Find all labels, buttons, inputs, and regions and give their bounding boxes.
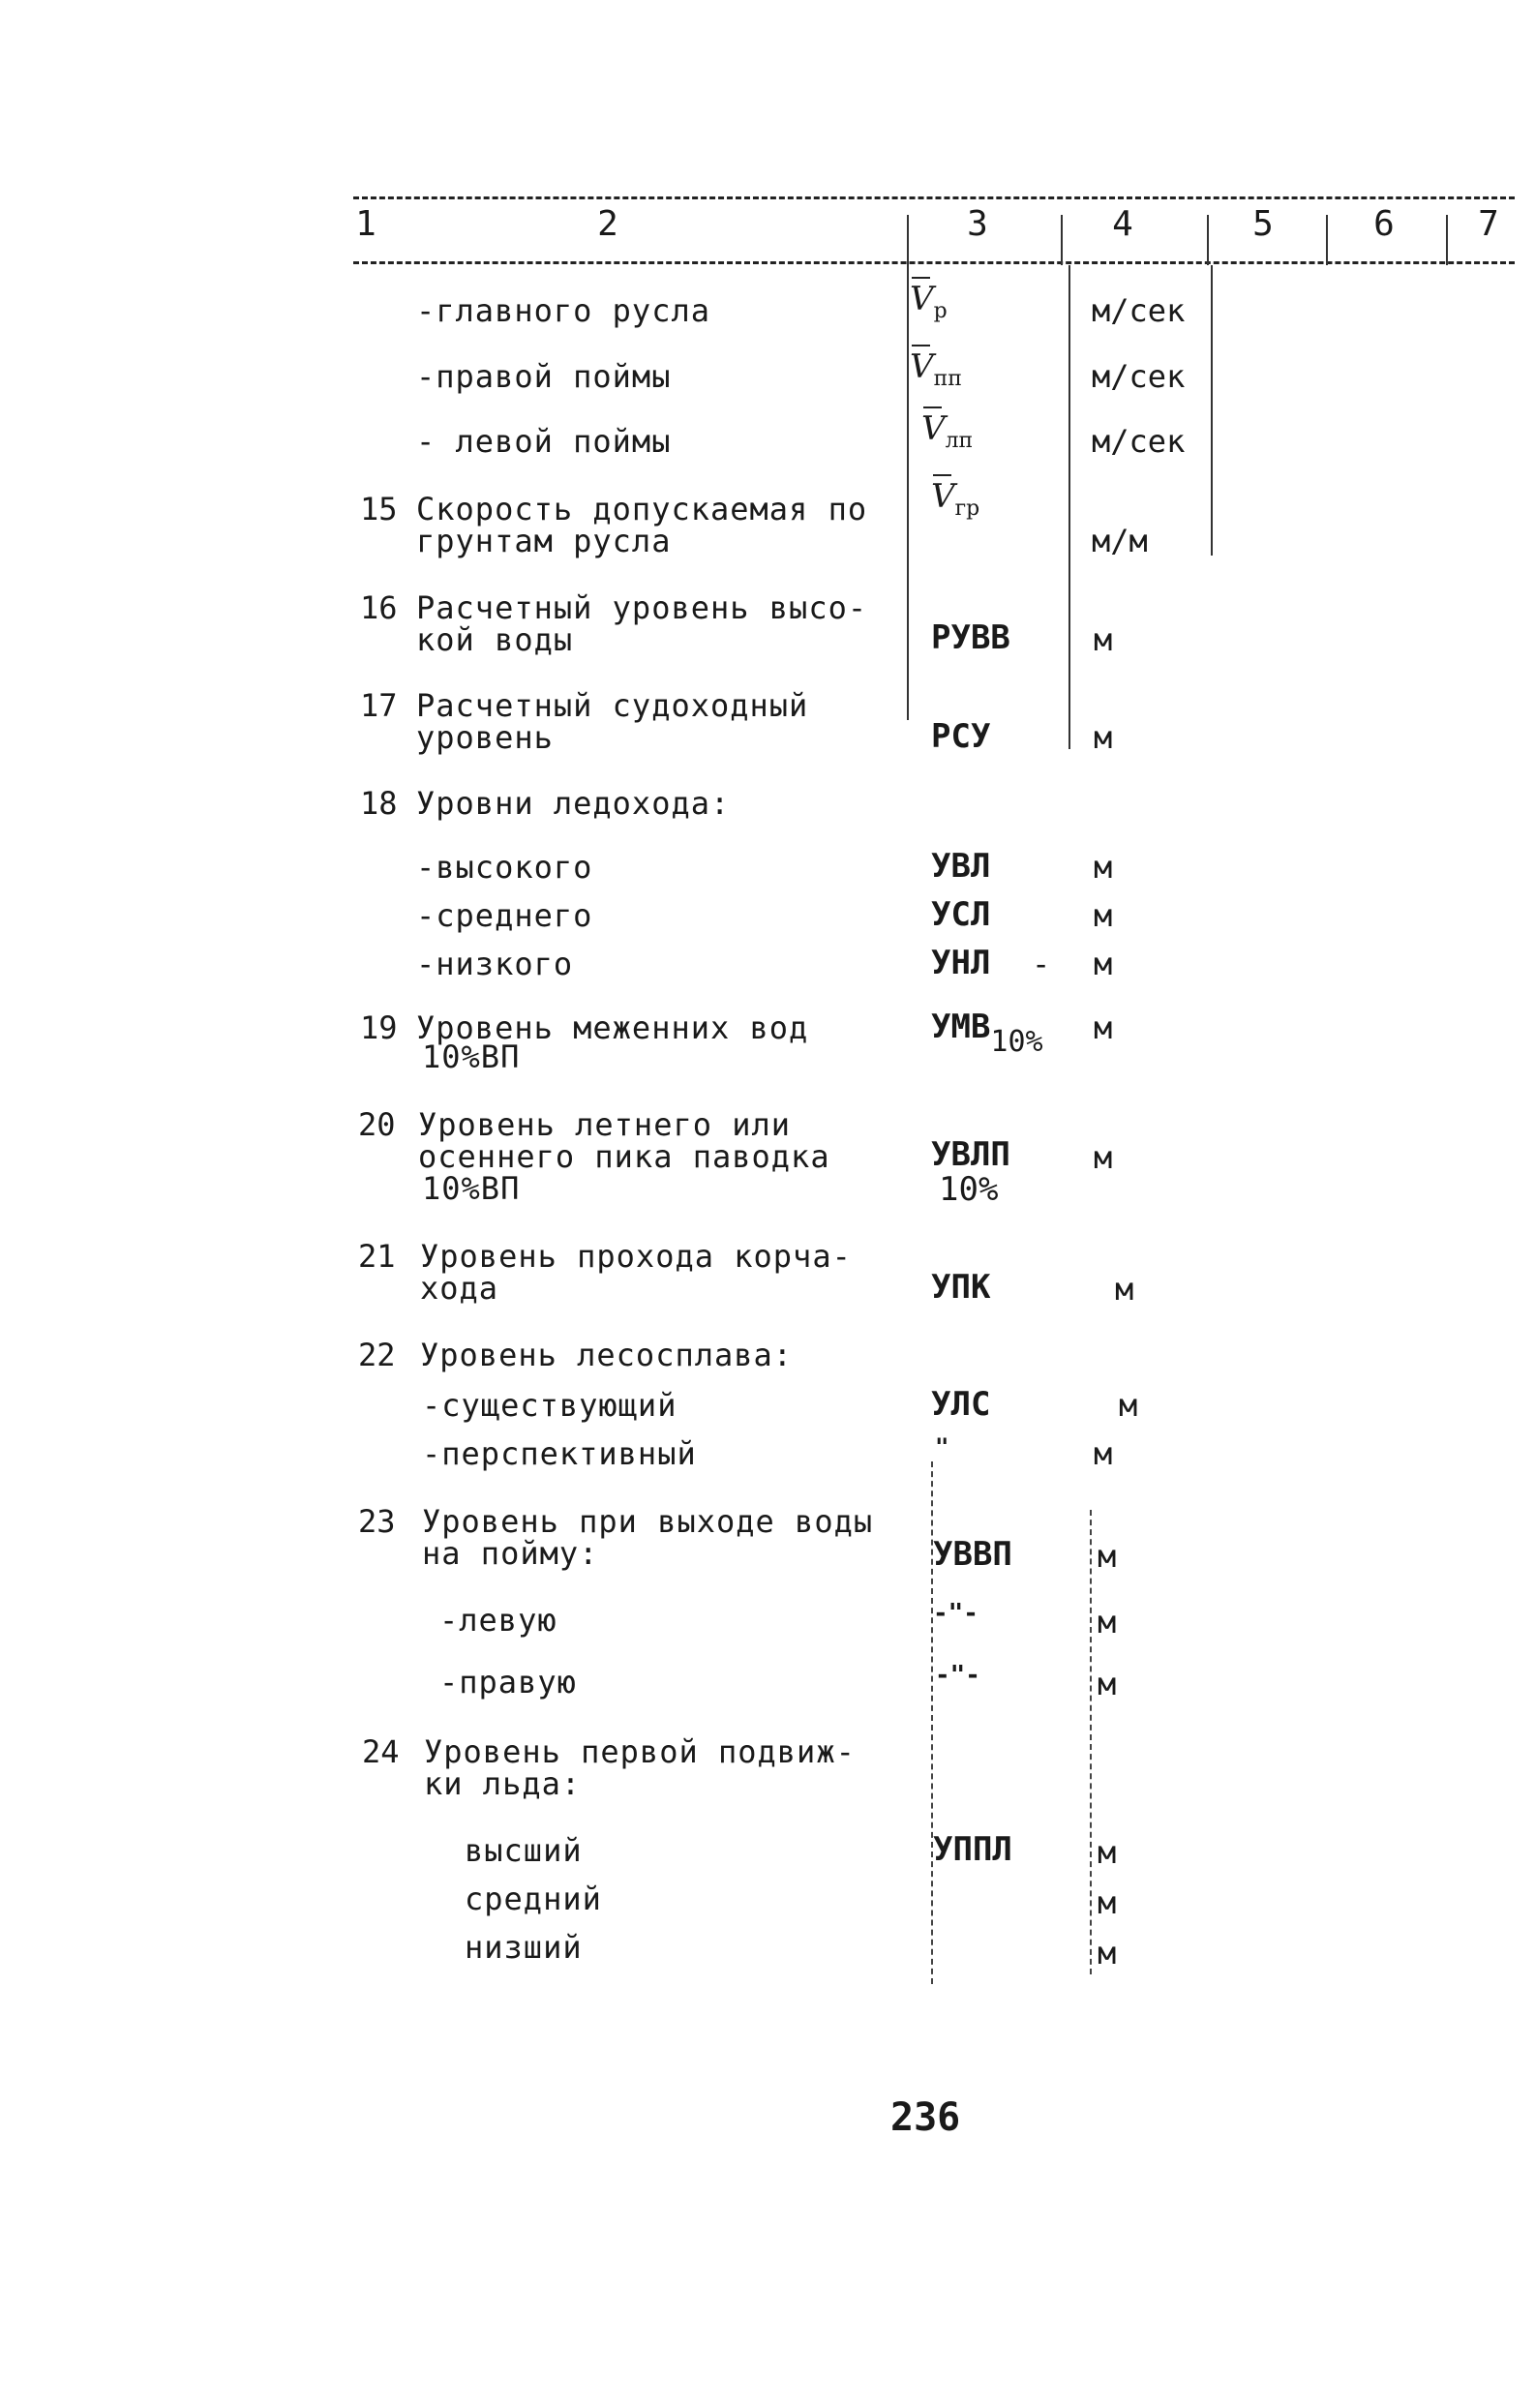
unit-row-21: м (1115, 1271, 1134, 1308)
row-text-existing-rafting: -существующий (422, 1387, 677, 1424)
row-16-line-1: Расчетный уровень высо- (416, 589, 868, 626)
symbol-row-21: УПК (931, 1268, 991, 1307)
header-sep-4-5 (1207, 215, 1209, 265)
row-number-18: 18 (360, 785, 398, 822)
unit-row-17: м (1094, 719, 1113, 756)
symbol-row-20-percent: 10% (939, 1170, 999, 1209)
row-number-24: 24 (362, 1733, 400, 1770)
row-19-line-2: 10%ВП (422, 1038, 521, 1075)
symbol-row-23: УВВП (933, 1535, 1012, 1574)
header-sep-5-6 (1326, 215, 1328, 265)
header-col-5: 5 (1252, 204, 1274, 244)
row-text-right-floodplain: -правой поймы (416, 358, 672, 395)
velocity-right-floodplain-symbol: $V_{пп}$ (910, 347, 962, 391)
row-15-line-1: Скорость допускаемая по (416, 491, 868, 527)
row-text-right-floodplain-exit: -правую (439, 1664, 577, 1701)
velocity-main-channel-symbol: $V_р$ (910, 280, 948, 323)
header-top-rule (353, 196, 1515, 199)
symbol-existing-rafting: УЛС (931, 1385, 991, 1424)
row-15-line-2: грунтам русла (416, 523, 672, 559)
symbol-row-20: УВЛП (931, 1135, 1010, 1174)
unit-highest-ice-move: м (1098, 1834, 1117, 1871)
ditto-left-floodplain-exit: -"- (933, 1599, 978, 1628)
row-text-main-channel: -главного русла (416, 292, 710, 329)
row-number-17: 17 (360, 687, 398, 724)
header-sep-3-4 (1061, 215, 1063, 265)
row-24-line-2: ки льда: (424, 1765, 582, 1802)
row-text-medium-ice-move: средний (465, 1881, 602, 1917)
body-line-col4-b (1090, 1510, 1092, 1974)
velocity-left-floodplain-symbol: $V_{лп}$ (921, 409, 974, 453)
row-21-line-1: Уровень прохода корча- (420, 1238, 852, 1275)
unit-high-ice: м (1094, 849, 1113, 886)
row-17-line-1: Расчетный судоходный (416, 687, 809, 724)
row-text-left-floodplain: - левой поймы (416, 423, 672, 460)
header-col-2: 2 (597, 204, 618, 244)
body-line-col4-a (1068, 265, 1070, 749)
ditto-right-floodplain-exit: -"- (935, 1661, 980, 1690)
row-number-19: 19 (360, 1009, 398, 1046)
unit-row-19: м (1094, 1009, 1113, 1046)
symbol-medium-ice: УСЛ (931, 895, 991, 934)
symbol-row-16: РУВВ (931, 618, 1010, 657)
row-text-highest-ice-move: высший (465, 1832, 583, 1869)
velocity-soil-symbol: $V_{гр}$ (931, 477, 980, 521)
unit-row-16: м (1094, 621, 1113, 658)
header-sep-6-7 (1446, 215, 1448, 265)
body-line-col5 (1211, 265, 1213, 556)
header-col-4: 4 (1112, 204, 1133, 244)
row-20-line-1: Уровень летнего или (418, 1106, 792, 1143)
unit-right-floodplain-exit: м (1098, 1666, 1117, 1702)
header-col-6: 6 (1373, 204, 1395, 244)
unit-row-20: м (1094, 1139, 1113, 1176)
row-number-20: 20 (358, 1106, 396, 1143)
header-col-7: 7 (1478, 204, 1499, 244)
row-text-lowest-ice-move: низший (465, 1929, 583, 1966)
unit-existing-rafting: м (1119, 1387, 1138, 1424)
unit-prospective-rafting: м (1094, 1435, 1113, 1472)
ditto-prospective-rafting: " (935, 1433, 949, 1460)
header-col-1: 1 (355, 204, 376, 244)
unit-lowest-ice-move: м (1098, 1935, 1117, 1972)
row-17-line-2: уровень (416, 719, 554, 756)
unit-row-23: м (1098, 1538, 1117, 1575)
header-bottom-rule (353, 261, 1515, 264)
row-23-line-2: на пойму: (422, 1535, 599, 1572)
unit-right-floodplain: м/сек (1092, 358, 1186, 395)
unit-main-channel: м/сек (1092, 292, 1186, 329)
symbol-first-ice-move: УППЛ (933, 1830, 1012, 1869)
row-number-16: 16 (360, 589, 398, 626)
row-text-left-floodplain-exit: -левую (439, 1602, 557, 1639)
header-sep-2-3 (907, 215, 909, 265)
symbol-row-19: УМВ10% (931, 1008, 1043, 1059)
header-col-3: 3 (967, 204, 988, 244)
unit-medium-ice-move: м (1098, 1884, 1117, 1921)
row-24-line-1: Уровень первой подвиж- (424, 1733, 856, 1770)
symbol-low-ice: УНЛ (931, 944, 991, 982)
row-20-line-3: 10%ВП (422, 1170, 521, 1207)
row-text-prospective-rafting: -перспективный (422, 1435, 697, 1472)
unit-low-ice: м (1094, 946, 1113, 982)
row-number-23: 23 (358, 1503, 396, 1540)
row-16-line-2: кой воды (416, 621, 574, 658)
dash-low-ice: - (1032, 946, 1052, 982)
row-19-line-1: Уровень меженних вод (416, 1009, 809, 1046)
row-20-line-2: осеннего пика паводка (418, 1138, 830, 1175)
symbol-row-17: РСУ (931, 717, 991, 756)
row-number-22: 22 (358, 1337, 396, 1373)
row-text-high-ice: -высокого (416, 849, 593, 886)
page-number: 236 (890, 2095, 961, 2140)
symbol-high-ice: УВЛ (931, 847, 991, 886)
row-18-text: Уровни ледохода: (416, 785, 731, 822)
unit-left-floodplain-exit: м (1098, 1604, 1117, 1640)
body-line-col3-a (907, 265, 909, 720)
row-23-line-1: Уровень при выходе воды (422, 1503, 874, 1540)
unit-row-15: м/м (1092, 523, 1148, 559)
row-22-text: Уровень лесосплава: (420, 1337, 794, 1373)
row-21-line-2: хода (420, 1270, 499, 1307)
row-number-21: 21 (358, 1238, 396, 1275)
unit-left-floodplain: м/сек (1092, 423, 1186, 460)
row-text-medium-ice: -среднего (416, 897, 593, 934)
row-text-low-ice: -низкого (416, 946, 574, 982)
unit-medium-ice: м (1094, 897, 1113, 934)
row-number-15: 15 (360, 491, 398, 527)
